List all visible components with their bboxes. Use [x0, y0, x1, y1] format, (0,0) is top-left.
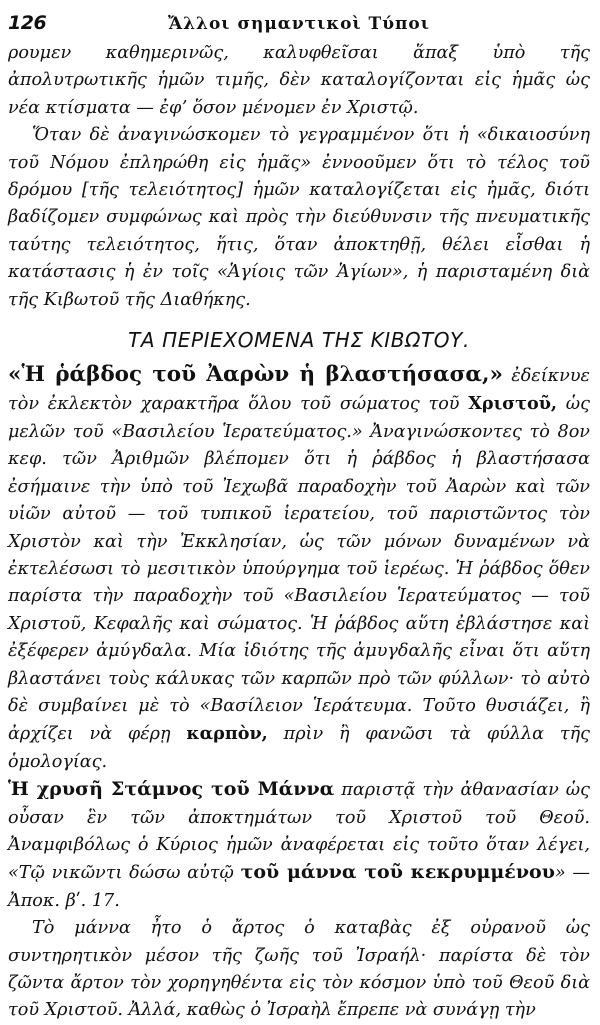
- paragraph-righteousness: Ὅταν δὲ ἀναγινώσκομεν τὸ γεγραμμένον ὅτι ἡ «δικαιοσύνη τοῦ Νόμου ἐπληρώθη εἰς ἡμᾶς» ἐννοοῦμεν ὅτι τὸ τέλος τοῦ δρόμου [τῆς τελειότητος] ἡμῶν καταλογίζεται εἰς ἡμᾶς, διότι βαδίζομεν συμφώνως καὶ πρὸς τὴν διεύθυνσιν τῆς πνευματικῆς ταύτης τελειότητος, ἥτις, ὅταν ἀποκτηθῇ, θέλει εἶσθαι ἡ κατάστασις ἡ ἐν τοῖς «Ἁγίοις τῶν Ἁγίων», ἡ παρισταμένη διὰ τῆς Κιβωτοῦ τῆς Διαθήκης.: [8, 125, 590, 310]
- aarons-rod-heading: «Ἡ ῥάβδος τοῦ Ἀαρὼν ἡ βλαστήσασα,»: [8, 362, 503, 388]
- rod-text-b: ὡς μελῶν τοῦ «Βασιλείου Ἱερατεύματος.» Ἀναγινώσκοντες τὸ 8ον κεφ. τῶν Ἀριθμῶν βλέπομεν ὅτι ἡ ῥάβδος ἡ βλαστήσασα ἐσήμαινε τὴν ὑπὸ τοῦ Ἰεχωβᾶ παραδοχὴν τοῦ Ἀαρὼν καὶ τῶν υἱῶν αὐτοῦ — τοῦ τυπικοῦ ἱερατείου, τοῦ παριστῶντος τὸν Χριστὸν καὶ τὴν Ἐκκλησίαν, ὡς τῶν μόνων δυναμένων νὰ ἐκτελέσωσι τὸ μεσιτικὸν ὑπούργημα τοῦ ἱερέως. Ἡ ῥάβδος ὅθεν παρίστα τὴν παραδοχὴν τοῦ «Βασιλείου Ἱερατεύματος — τοῦ Χριστοῦ, Κεφαλῆς καὶ σώματος. Ἡ ῥάβδος αὕτη ἐβλάστησε καὶ ἐξέφερεν ἀμύγδαλα. Μία ἰδιότης τῆς ἀμυγδαλῆς εἶναι ὅτι αὕτη βλαστάνει τοὺς κάλυκας τῶν καρπῶν πρὸ τῶν φύλλων· τὸ αὐτὸ δὲ συμβαίνει μὲ τὸ «Βασίλειον Ἱεράτευμα. Τοῦτο θυσιάζει, ἢ ἀρχίζει νὰ φέρῃ: [8, 394, 591, 745]
- paragraph-manna-bread: Τὸ μάννα ἦτο ὁ ἄρτος ὁ καταβὰς ἐξ οὐρανοῦ ὡς συντηρητικὸν μέσον τῆς ζωῆς τοῦ Ἰσραήλ· παρίστα δὲ τὸν ζῶντα ἄρτον τὸν χορηγηθέντα εἰς τὸν κόσμον ὑπὸ τοῦ Θεοῦ διὰ τοῦ Χριστοῦ. Ἀλλά, καθὼς ὁ Ἰσραὴλ ἔπρεπε νὰ συνάγῃ τὴν: [8, 918, 590, 1021]
- page-number: 126: [8, 12, 47, 34]
- rod-text-c: πρὶν ἢ φανῶσι τὰ φύλλα τῆς ὁμολογίας.: [8, 724, 590, 772]
- paragraph-aarons-rod: [8, 361, 590, 776]
- page-header: [8, 8, 590, 40]
- page: [8, 8, 590, 1025]
- rod-text-a: ἐδείκνυε τὸν ἐκλεκτὸν χαρακτῆρα ὅλου τοῦ σώματος τοῦ: [8, 366, 590, 415]
- manna-text-a: παριστᾷ τὴν ἀθανασίαν ὡς οὖσαν ἓν τῶν ἀποκτημάτων τοῦ Χριστοῦ τοῦ Θεοῦ. Ἀναμφιβόλως ὁ Κύριος ἡμῶν ἀναφέρεται εἰς τοῦτο ὅταν λέγει, «Τῷ νικῶντι δώσω αὐτῷ: [8, 780, 591, 884]
- running-title: Ἄλλοι σημαντικοὶ Τύποι: [167, 14, 431, 34]
- manna-text-b: » — Ἀποκ. βʹ. 17.: [8, 863, 590, 911]
- rod-christ-emphasis: Χριστοῦ,: [468, 393, 558, 415]
- golden-pot-heading: Ἡ χρυσῆ Στάμνος τοῦ Μάννα: [8, 778, 335, 801]
- section-title: ΤΑ ΠΕΡΙΕΧΟΜΕΝΑ ΤΗΣ ΚΙΒΩΤΟΥ.: [128, 328, 470, 353]
- hidden-manna-emphasis: τοῦ μάννα τοῦ κεκρυμμένου: [240, 861, 555, 884]
- rod-fruit-emphasis: καρπὸν,: [186, 723, 268, 745]
- paragraph-golden-pot: [8, 776, 590, 915]
- paragraph-continuation: ρουμεν καθημερινῶς, καλυφθεῖσαι ἅπαξ ὑπὸ τῆς ἀπολυτρωτικῆς ἡμῶν τιμῆς, δὲν καταλογίζονται εἰς ἡμᾶς ὡς νέα κτίσματα — ἐφʼ ὅσον μένομεν ἐν Χριστῷ.: [8, 43, 590, 118]
